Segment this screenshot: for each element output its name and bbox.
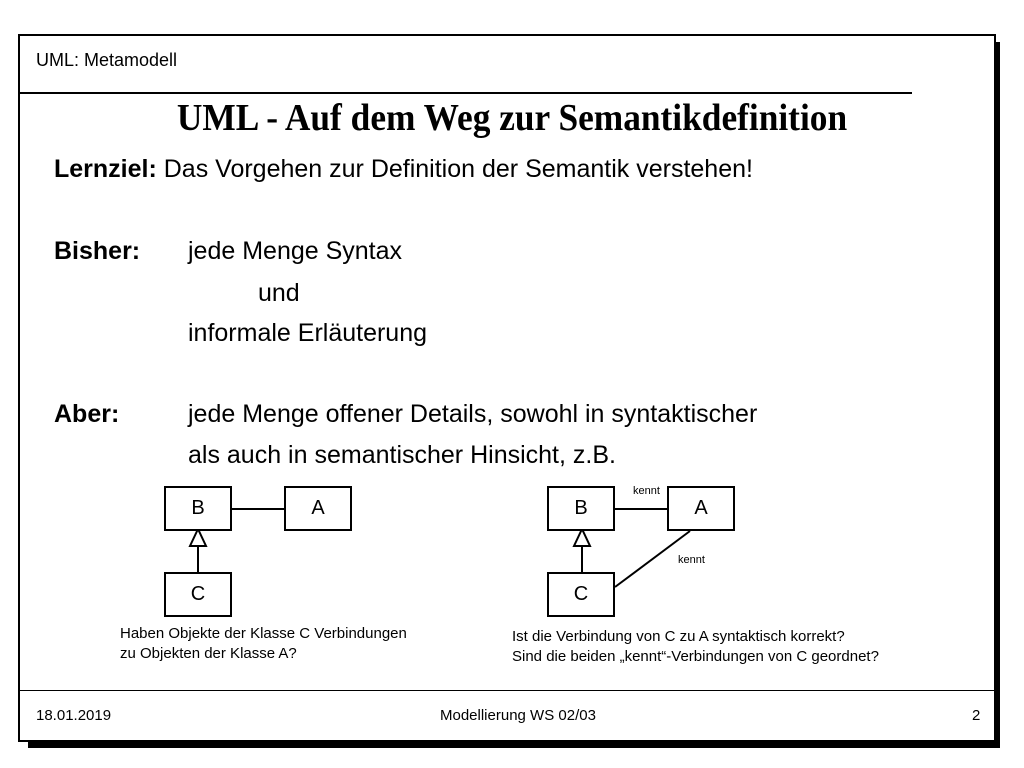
d1-class-a: A <box>284 486 352 531</box>
footer-page-number: 2 <box>972 707 981 724</box>
bisher-line2: und <box>258 279 300 307</box>
d2-class-c: C <box>547 572 615 617</box>
footer-date: 18.01.2019 <box>36 707 112 724</box>
d1-class-b: B <box>164 486 232 531</box>
aber-line1: jede Menge offener Details, sowohl in syntaktischer <box>188 400 758 428</box>
d1-caption-line1: Haben Objekte der Klasse C Verbindungen <box>120 625 407 642</box>
d1-class-c: C <box>164 572 232 617</box>
bisher-label: Bisher: <box>54 237 141 265</box>
d1-caption-line2: zu Objekten der Klasse A? <box>120 645 297 662</box>
footer-course: Modellierung WS 02/03 <box>440 707 596 724</box>
aber-line2: als auch in semantischer Hinsicht, z.B. <box>188 441 616 469</box>
d2-generalization-arrow <box>574 529 590 546</box>
d2-label-kennt-top: kennt <box>633 485 660 497</box>
slide-title: UML - Auf dem Weg zur Semantikdefinition <box>176 97 848 139</box>
aber-label: Aber: <box>54 400 120 428</box>
lernziel-label: Lernziel: <box>54 155 157 183</box>
bisher-line1: jede Menge Syntax <box>188 237 403 265</box>
d2-label-kennt-diagonal: kennt <box>678 554 705 566</box>
d1-generalization-arrow <box>190 529 206 546</box>
slide-header: UML: Metamodell <box>36 50 178 70</box>
d2-class-a: A <box>667 486 735 531</box>
lernziel-text: Das Vorgehen zur Definition der Semantik verstehen! <box>163 155 753 183</box>
d2-caption-line1: Ist die Verbindung von C zu A syntaktisch korrekt? <box>512 628 845 645</box>
d2-caption-line2: Sind die beiden „kennt“-Verbindungen von C geordnet? <box>512 648 879 665</box>
d2-class-b: B <box>547 486 615 531</box>
bisher-line3: informale Erläuterung <box>188 319 428 347</box>
footer-rule <box>20 690 994 691</box>
